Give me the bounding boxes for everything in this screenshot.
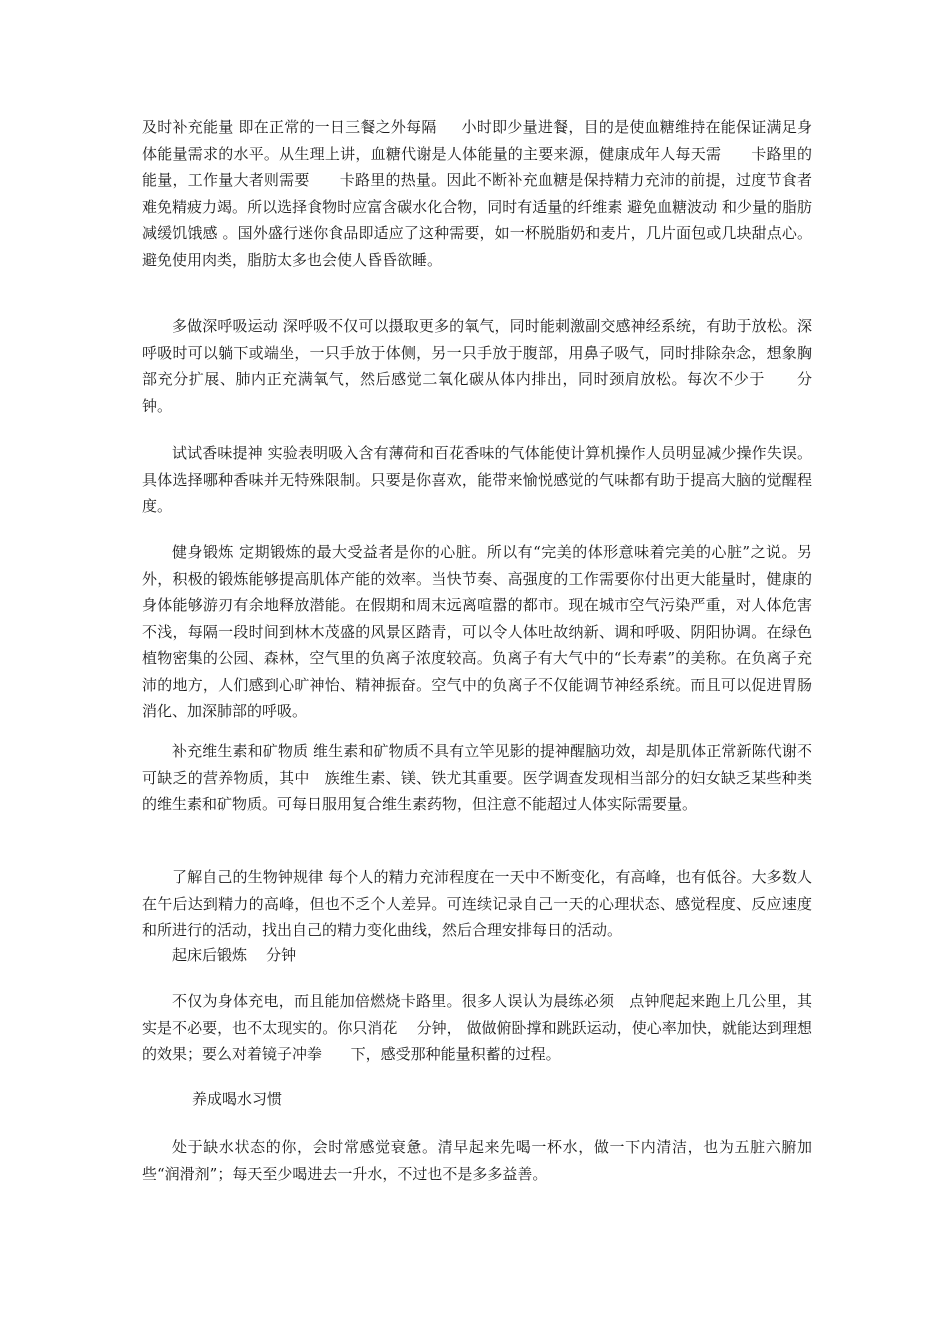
paragraph-fitness: 健身锻炼 定期锻炼的最大受益者是你的心脏。所以有“完美的体形意味着完美的心脏”之说。另外，积极的锻炼能够提高肌体产能的效率。当快节奏、高强度的工作需要你付出更大能量时，健康的身体能够游刃有余地释放潜能。在假期和周末远离喧嚣的都市。现在城市空气污染严重，对人体危害不浅，每隔一段时间到林木茂盛的风景区踏青，可以令人体吐故纳新、调和呼吸、阴阳协调。在绿色植物密集的公园、森林，空气里的负离子浓度较高。负离子有大气中的“长寿素”的美称。在负离子充沛的地方，人们感到心旷神怡、精神振奋。空气中的负离子不仅能调节神经系统。而且可以促进胃肠消化、加深肺部的呼吸。 [142,543,812,720]
heading-morning-exercise: 起床后锻炼 分钟 [172,946,297,964]
paragraph-morning-exercise: 不仅为身体充电，而且能加倍燃烧卡路里。很多人误认为晨练必须 点钟爬起来跑上几公里，其实是不必要，也不太现实的。你只消花 分钟， 做做俯卧撑和跳跃运动，使心率加快，就能达到理想的效果；要么对着镜子冲拳 下，感受那种能量积蓄的过程。 [142,992,812,1063]
paragraph-drinking-water: 处于缺水状态的你，会时常感觉衰惫。清早起来先喝一杯水，做一下内清洁，也为五脏六腑加些“润滑剂”；每天至少喝进去一升水，不过也不是多多益善。 [142,1138,812,1183]
paragraph-biological-clock: 了解自己的生物钟规律 每个人的精力充沛程度在一天中不断变化，有高峰，也有低谷。大多数人在午后达到精力的高峰，但也不乏个人差异。可连续记录自己一天的心理状态、感觉程度、反应速度和所进行的活动，找出自己的精力变化曲线，然后合理安排每日的活动。 [142,868,812,939]
paragraph-energy-supplement: 及时补充能量 即在正常的一日三餐之外每隔 小时即少量进餐，目的是使血糖维持在能保证满足身体能量需求的水平。从生理上讲，血糖代谢是人体能量的主要来源，健康成年人每天需 卡路里的能量，工作量大者则需要 卡路里的热量。因此不断补充血糖是保持精力充沛的前提，过度节食者难免精疲力竭。所以选择食物时应富含碳水化合物，同时有适量的纤维素 避免血糖波动 和少量的脂肪 减缓饥饿感 。国外盛行迷你食品即适应了这种需要，如一杯脱脂奶和麦片，几片面包或几块甜点心。避免使用肉类，脂肪太多也会使人昏昏欲睡。 [142,118,817,269]
heading-drinking-water: 养成喝水习惯 [192,1090,283,1108]
paragraph-deep-breathing: 多做深呼吸运动 深呼吸不仅可以摄取更多的氧气，同时能刺激副交感神经系统，有助于放松。深呼吸时可以躺下或端坐，一只手放于体侧，另一只手放于腹部，用鼻子吸气，同时排除杂念，想象胸部充分扩展、肺内正充满氧气，然后感觉二氧化碳从体内排出，同时颈肩放松。每次不少于 分钟。 [142,317,812,415]
paragraph-vitamins: 补充维生素和矿物质 维生素和矿物质不具有立竿见影的提神醒脑功效，却是肌体正常新陈代谢不可缺乏的营养物质，其中 族维生素、镁、铁尤其重要。医学调查发现相当部分的妇女缺乏某些种类的维生素和矿物质。可每日服用复合维生素药物，但注意不能超过人体实际需要量。 [142,742,812,813]
paragraph-fragrance: 试试香味提神 实验表明吸入含有薄荷和百花香味的气体能使计算机操作人员明显减少操作失误。具体选择哪种香味并无特殊限制。只要是你喜欢，能带来愉悦感觉的气味都有助于提高大脑的觉醒程度。 [142,444,812,515]
